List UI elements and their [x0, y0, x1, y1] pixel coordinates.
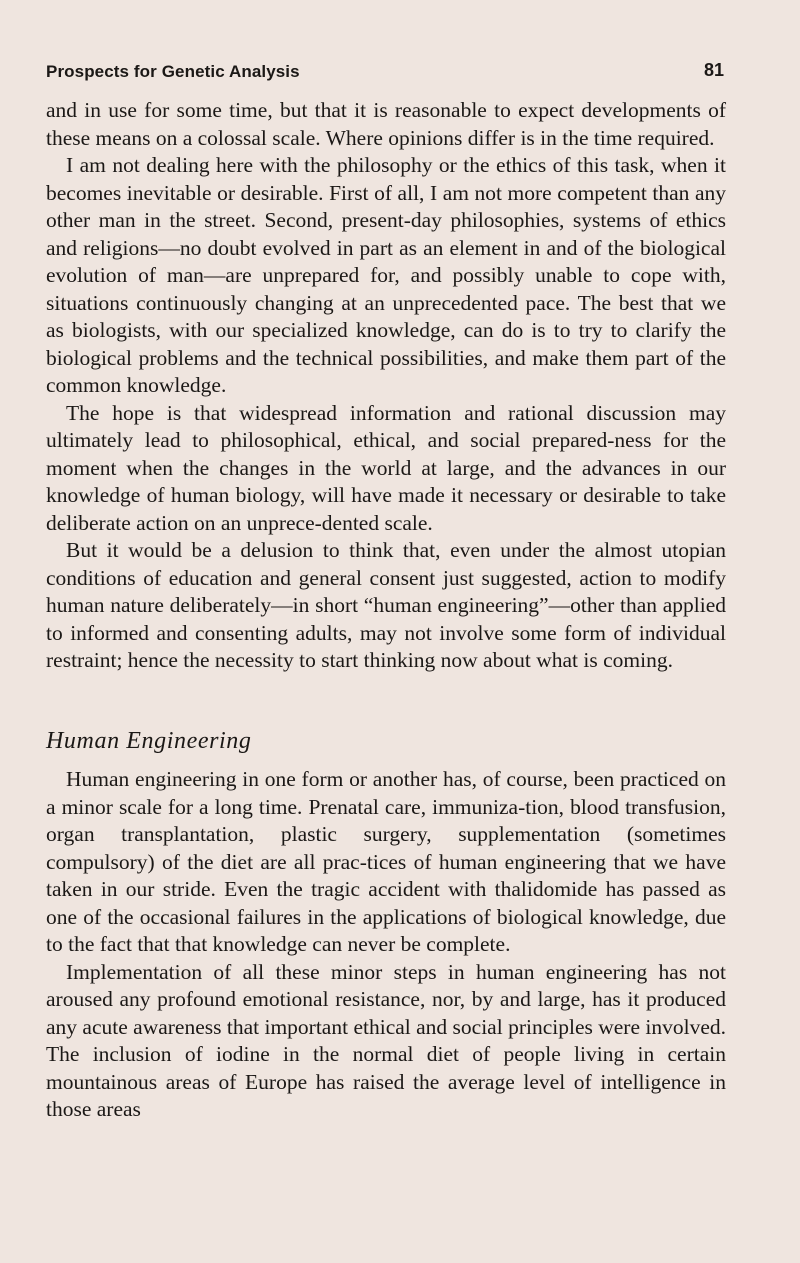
paragraph: Implementation of all these minor steps in human engineering has not aroused any profound emotional resistance, nor, by and large, has it produced any acute awareness that important ethical and social principles were involved. The inclusion of iodine in the normal diet of people living in certain mountainous areas of Europe has raised the average level of intelligence in those areas	[46, 959, 726, 1121]
body-text-section-two	[46, 766, 726, 1124]
page-number: 81	[703, 60, 724, 80]
body-text-section-one	[46, 97, 726, 675]
paragraph: But it would be a delusion to think that, even under the almost utopian conditions of education and general consent just suggested, action to modify human nature deliberately—in short “human engineering”—other than applied to informed and consenting adults, may not involve some form of individual restraint; hence the necessity to start thinking now about what is coming.	[46, 538, 726, 672]
paragraph: The hope is that widespread information and rational discussion may ultimately lead to philosophical, ethical, and social prepared-ness for the moment when the changes in the world at large, and the advances in our knowledge of human biology, will have made it necessary or desirable to take deliberate action on an unprece-dented scale.	[46, 400, 726, 535]
paragraph-continuation: and in use for some time, but that it is reasonable to expect developments of these means on a colossal scale. Where opinions differ is in the time required.	[46, 98, 726, 150]
paragraph: I am not dealing here with the philosophy or the ethics of this task, when it becomes inevitable or desirable. First of all, I am not more competent than any other man in the street. Second, present-day philosophies, systems of ethics and religions—no doubt evolved in part as an element in and of the biological evolution of man—are unprepared for, and possibly unable to cope with, situations continuously changing at an unprecedented pace. The best that we as biologists, with our specialized knowledge, can do is to try to clarify the biological problems and the technical possibilities, and make them part of the common knowledge.	[46, 153, 726, 397]
running-head	[46, 60, 726, 86]
section-heading: Human Engineering	[46, 728, 252, 754]
paragraph: Human engineering in one form or another has, of course, been practiced on a minor scale for a long time. Prenatal care, immuniza-tion, blood transfusion, organ transplantation, plastic surgery, supplementation (sometimes compulsory) of the diet are all prac-tices of human engineering that we have taken in our stride. Even the tragic accident with thalidomide has passed as one of the occasional failures in the applications of biological knowledge, due to the fact that that knowledge can never be complete.	[46, 767, 726, 956]
running-title: Prospects for Genetic Analysis	[46, 62, 300, 81]
